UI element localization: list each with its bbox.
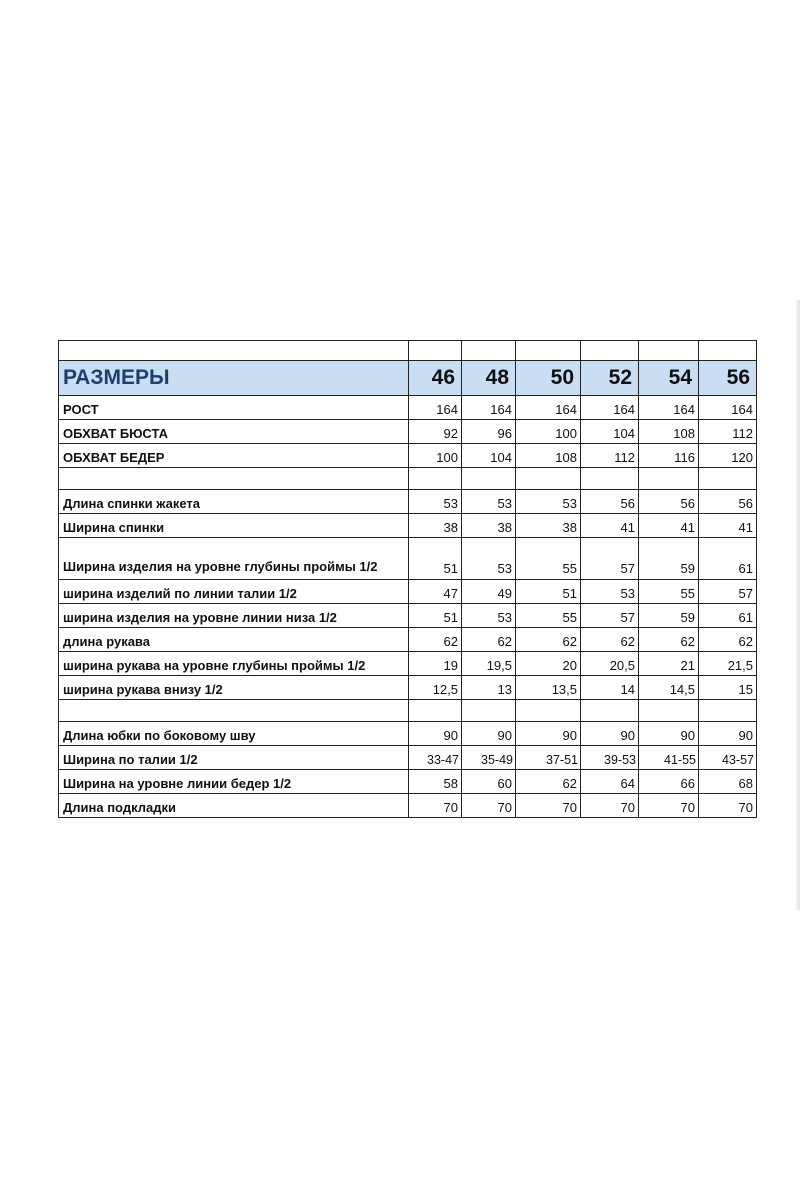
value-cell: 164 (639, 396, 699, 420)
row-label: длина рукава (59, 628, 409, 652)
row-label: Ширина спинки (59, 514, 409, 538)
row-label: ОБХВАТ БЮСТА (59, 420, 409, 444)
value-cell: 70 (581, 794, 639, 818)
value-cell: 66 (639, 770, 699, 794)
value-cell: 56 (699, 490, 757, 514)
value-cell: 62 (462, 628, 516, 652)
value-cell: 13 (462, 676, 516, 700)
value-cell: 62 (699, 628, 757, 652)
value-cell: 12,5 (409, 676, 462, 700)
value-cell: 38 (516, 514, 581, 538)
table-row (59, 628, 757, 652)
table-row (59, 746, 757, 770)
value-cell: 41 (581, 514, 639, 538)
value-cell: 53 (581, 580, 639, 604)
value-cell: 55 (516, 538, 581, 580)
value-cell: 120 (699, 444, 757, 468)
value-cell: 108 (639, 420, 699, 444)
value-cell: 62 (516, 770, 581, 794)
value-cell: 41-55 (639, 746, 699, 770)
value-cell: 58 (409, 770, 462, 794)
value-cell: 49 (462, 580, 516, 604)
row-label: ширина рукава на уровне глубины проймы 1/2 (59, 652, 409, 676)
value-cell: 112 (699, 420, 757, 444)
value-cell: 38 (409, 514, 462, 538)
value-cell: 90 (639, 722, 699, 746)
blank-row (59, 341, 757, 361)
value-cell: 108 (516, 444, 581, 468)
value-cell: 53 (462, 538, 516, 580)
table-row (59, 490, 757, 514)
value-cell: 38 (462, 514, 516, 538)
value-cell: 90 (462, 722, 516, 746)
value-cell: 100 (409, 444, 462, 468)
row-label: ширина изделий по линии талии 1/2 (59, 580, 409, 604)
value-cell: 70 (409, 794, 462, 818)
value-cell: 53 (516, 490, 581, 514)
value-cell: 21,5 (699, 652, 757, 676)
value-cell: 164 (462, 396, 516, 420)
value-cell: 96 (462, 420, 516, 444)
value-cell: 14 (581, 676, 639, 700)
row-label: Длина юбки по боковому шву (59, 722, 409, 746)
value-cell: 53 (409, 490, 462, 514)
blank-row (59, 700, 757, 722)
value-cell: 14,5 (639, 676, 699, 700)
value-cell: 92 (409, 420, 462, 444)
table-row (59, 652, 757, 676)
blank-row (59, 468, 757, 490)
value-cell: 59 (639, 604, 699, 628)
size-header-cell: 56 (699, 361, 757, 396)
table-row (59, 722, 757, 746)
row-label: Длина подкладки (59, 794, 409, 818)
table-row (59, 538, 757, 580)
value-cell: 39-53 (581, 746, 639, 770)
value-cell: 90 (699, 722, 757, 746)
row-label: Ширина по талии 1/2 (59, 746, 409, 770)
value-cell: 41 (639, 514, 699, 538)
value-cell: 15 (699, 676, 757, 700)
size-header-cell: 54 (639, 361, 699, 396)
value-cell: 61 (699, 604, 757, 628)
value-cell: 70 (699, 794, 757, 818)
table-row (59, 580, 757, 604)
value-cell: 164 (581, 396, 639, 420)
value-cell: 56 (639, 490, 699, 514)
value-cell: 55 (639, 580, 699, 604)
value-cell: 104 (581, 420, 639, 444)
value-cell: 100 (516, 420, 581, 444)
value-cell: 53 (462, 604, 516, 628)
value-cell: 68 (699, 770, 757, 794)
value-cell: 70 (516, 794, 581, 818)
value-cell: 62 (581, 628, 639, 652)
table-row (59, 444, 757, 468)
value-cell: 57 (699, 580, 757, 604)
value-cell: 112 (581, 444, 639, 468)
value-cell: 164 (409, 396, 462, 420)
size-header-cell: 50 (516, 361, 581, 396)
value-cell: 19,5 (462, 652, 516, 676)
value-cell: 164 (516, 396, 581, 420)
value-cell: 62 (409, 628, 462, 652)
value-cell: 57 (581, 538, 639, 580)
value-cell: 90 (581, 722, 639, 746)
value-cell: 35-49 (462, 746, 516, 770)
value-cell: 21 (639, 652, 699, 676)
value-cell: 61 (699, 538, 757, 580)
page-edge-shadow (796, 300, 800, 910)
value-cell: 70 (462, 794, 516, 818)
value-cell: 70 (639, 794, 699, 818)
table-row (59, 396, 757, 420)
value-cell: 116 (639, 444, 699, 468)
row-label: ширина рукава внизу 1/2 (59, 676, 409, 700)
value-cell: 57 (581, 604, 639, 628)
row-label: Ширина изделия на уровне глубины проймы 1/2 (59, 538, 409, 580)
table-row (59, 420, 757, 444)
size-header-cell: 46 (409, 361, 462, 396)
value-cell: 164 (699, 396, 757, 420)
row-label: ширина изделия на уровне линии низа 1/2 (59, 604, 409, 628)
value-cell: 62 (516, 628, 581, 652)
size-header-cell: 52 (581, 361, 639, 396)
table-row (59, 794, 757, 818)
value-cell: 51 (409, 604, 462, 628)
size-header-cell: 48 (462, 361, 516, 396)
value-cell: 41 (699, 514, 757, 538)
value-cell: 62 (639, 628, 699, 652)
value-cell: 19 (409, 652, 462, 676)
value-cell: 20 (516, 652, 581, 676)
value-cell: 51 (516, 580, 581, 604)
header-row (59, 361, 757, 396)
row-label: Ширина на уровне линии бедер 1/2 (59, 770, 409, 794)
value-cell: 90 (516, 722, 581, 746)
value-cell: 33-47 (409, 746, 462, 770)
table-row (59, 604, 757, 628)
value-cell: 56 (581, 490, 639, 514)
header-label: РАЗМЕРЫ (59, 361, 409, 396)
value-cell: 64 (581, 770, 639, 794)
row-label: Длина спинки жакета (59, 490, 409, 514)
table-row (59, 514, 757, 538)
value-cell: 51 (409, 538, 462, 580)
value-cell: 104 (462, 444, 516, 468)
value-cell: 53 (462, 490, 516, 514)
value-cell: 55 (516, 604, 581, 628)
value-cell: 60 (462, 770, 516, 794)
value-cell: 37-51 (516, 746, 581, 770)
table-row (59, 676, 757, 700)
value-cell: 13,5 (516, 676, 581, 700)
row-label: РОСТ (59, 396, 409, 420)
value-cell: 90 (409, 722, 462, 746)
value-cell: 47 (409, 580, 462, 604)
value-cell: 20,5 (581, 652, 639, 676)
size-chart-table (58, 340, 757, 818)
table-row (59, 770, 757, 794)
value-cell: 43-57 (699, 746, 757, 770)
row-label: ОБХВАТ БЕДЕР (59, 444, 409, 468)
value-cell: 59 (639, 538, 699, 580)
